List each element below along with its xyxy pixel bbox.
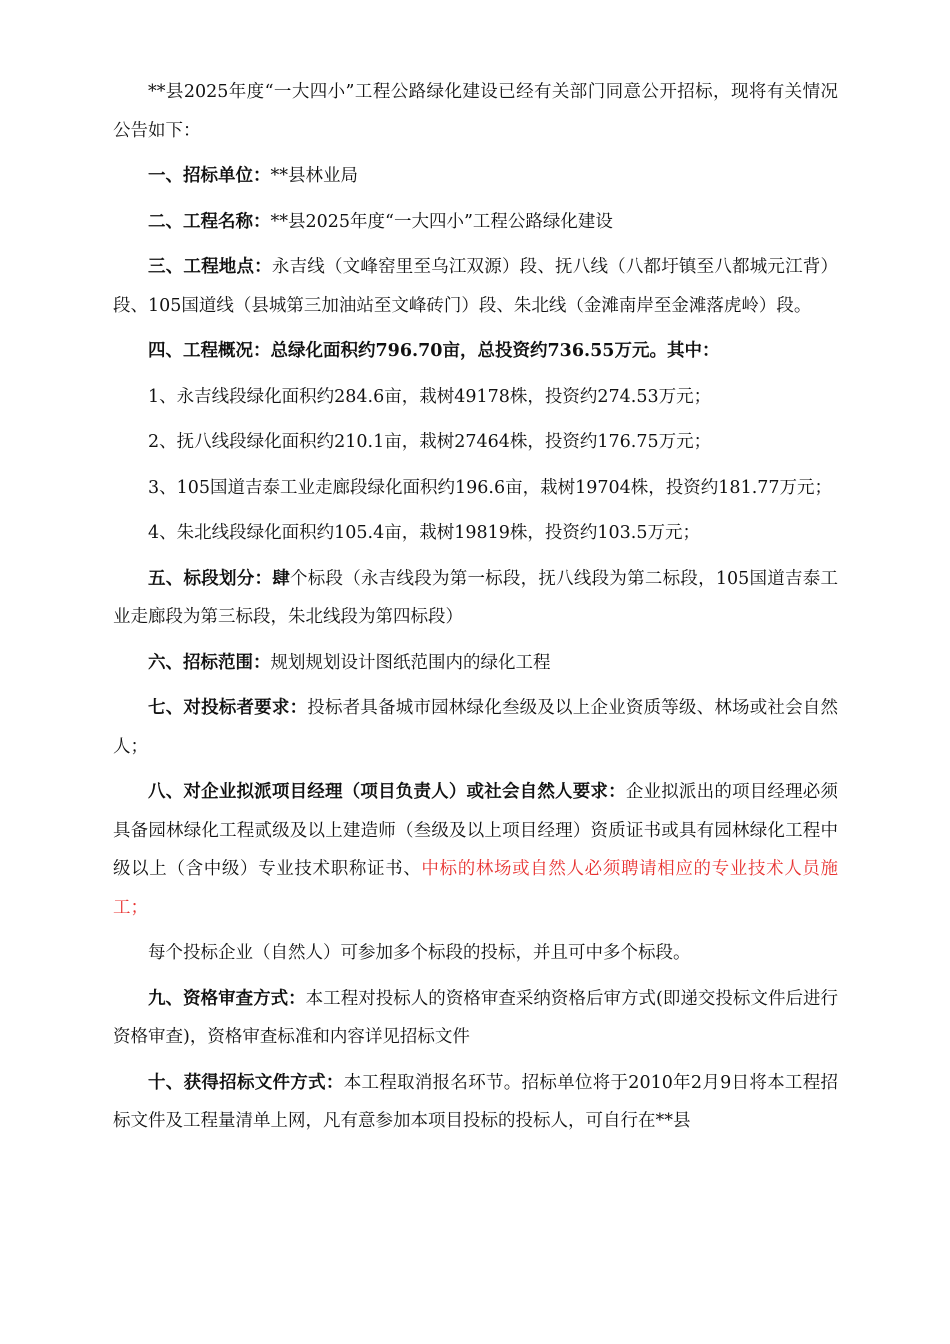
section-label: 六、招标范围： [148, 652, 271, 673]
section-bidder-requirements [113, 689, 838, 766]
section-obtain-documents [113, 1064, 838, 1141]
section-text: 个标段（永吉线段为第一标段，抚八线段为第二标段，105国道吉泰工业走廊段为第三标段，朱北线段为第四标段） [113, 568, 839, 627]
section-label: 五、标段划分： [148, 568, 273, 589]
section-label: 一、招标单位： [148, 166, 271, 186]
lot-count: 肆 [272, 568, 290, 589]
section-text: **县2025年度“一大四小”工程公路绿化建设 [270, 211, 613, 232]
section-text: 投标者具备城市园林绿化叁级及以上企业资质等级、林场或社会自然人； [113, 698, 839, 757]
intro-text: **县2025年度“一大四小”工程公路绿化建设已经有关部门同意公开招标，现将有关情况公告如下： [113, 82, 838, 141]
list-item: 1、永吉线段绿化面积约284.6亩，栽树49178株，投资约274.53万元； [148, 386, 712, 407]
section-text: 本工程对投标人的资格审查采纳资格后审方式(即递交投标文件后进行资格审查)，资格审查标准和内容详见招标文件 [113, 988, 838, 1047]
list-item: 3、105国道吉泰工业走廊段绿化面积约196.6亩，栽树19704株，投资约181.77万元； [148, 477, 833, 498]
section-project-name [113, 203, 838, 242]
overview-item-3 [113, 469, 838, 508]
section-text: 每个投标企业（自然人）可参加多个标段的投标，并且可中多个标段。 [148, 943, 691, 963]
section-text: 本工程取消报名环节。招标单位将于2010年2月9日将本工程招标文件及工程量清单上网，凡有意参加本项目投标的投标人，可自行在**县 [113, 1072, 839, 1131]
section-bidding-scope [113, 644, 838, 683]
intro-paragraph [113, 73, 838, 150]
section-manager-requirements [113, 773, 838, 927]
list-item: 4、朱北线段绿化面积约105.4亩，栽树19819株，投资约103.5万元； [148, 523, 701, 543]
section-label: 八、对企业拟派项目经理（项目负责人）或社会自然人要求： [148, 782, 626, 802]
list-item: 2、抚八线段绿化面积约210.1亩，栽树27464株，投资约176.75万元； [148, 432, 712, 452]
section-lot-division [113, 560, 838, 637]
multi-lot-note [113, 934, 838, 973]
section-text: 企业拟派出的项目经理必须具备园林绿化工程贰级及以上建造师（叁级及以上项目经理）资质证书或具有园林绿化工程中级以上（含中级）专业技术职称证书、 [113, 782, 838, 879]
overview-item-1 [113, 378, 838, 417]
section-label: 十、获得招标文件方式： [148, 1072, 344, 1093]
section-label: 四、工程概况：总绿化面积约796.70亩，总投资约736.55万元。其中： [148, 341, 720, 361]
section-label: 三、工程地点： [148, 257, 272, 277]
section-text: 规划规划设计图纸范围内的绿化工程 [270, 652, 551, 673]
section-label: 九、资格审查方式： [148, 988, 306, 1009]
section-label: 七、对投标者要求： [148, 698, 308, 718]
highlighted-requirement: 中标的林场或自然人必须聘请相应的专业技术人员施工； [113, 859, 839, 918]
section-text: 永吉线（文峰窑里至乌江双源）段、抚八线（八都圩镇至八都城元江背）段、105国道线（县城第三加油站至文峰砖门）段、朱北线（金滩南岸至金滩落虎岭）段。 [113, 257, 839, 316]
overview-item-2 [113, 423, 838, 462]
section-text: **县林业局 [270, 166, 358, 186]
section-qualification-review [113, 980, 838, 1057]
section-project-overview [113, 332, 838, 371]
section-label: 二、工程名称： [148, 211, 271, 232]
section-bidding-unit [113, 157, 838, 196]
section-project-location [113, 248, 838, 325]
overview-item-4 [113, 514, 838, 553]
